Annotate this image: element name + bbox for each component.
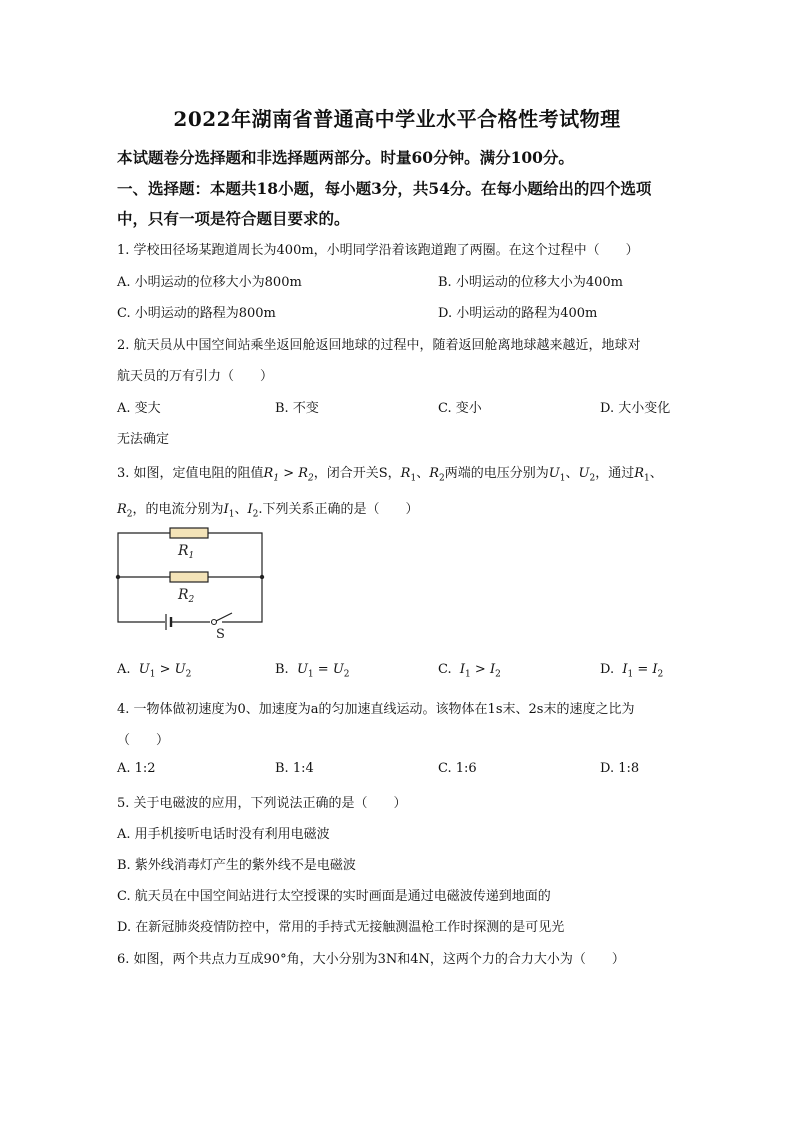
junction-left <box>116 575 120 579</box>
r1-label: $R_1$ <box>178 543 195 561</box>
q3-stem-line2: $R_2$，的电流分别为$I_1$、$I_2$.下列关系正确的是（ ） <box>117 502 419 520</box>
section-heading-line2: 中，只有一项是符合题目要求的。 <box>117 209 350 228</box>
q2-option-d-continued: 无法确定 <box>117 432 170 447</box>
switch-contact <box>212 620 217 625</box>
page-title: 2022年湖南省普通高中学业水平合格性考试物理 <box>173 107 621 131</box>
q3-option-c: C. $I_1 > I_2$ <box>438 662 501 680</box>
q1-option-c: C. 小明运动的路程为800m <box>117 306 276 321</box>
q2-option-d: D. 大小变化 <box>600 401 671 416</box>
q5-option-d: D. 在新冠肺炎疫情防控中，常用的手持式无接触测温枪工作时探测的是可见光 <box>117 920 565 935</box>
r2-resistor <box>170 572 208 582</box>
switch-label: S <box>216 627 225 642</box>
q4-option-d: D. 1:8 <box>600 761 640 776</box>
q4-stem-line2: （ ） <box>117 733 170 748</box>
r2-label: $R_2$ <box>178 587 195 605</box>
junction-right <box>260 575 264 579</box>
q3-option-b: B. $U_1 = U_2$ <box>275 662 350 680</box>
exam-intro: 本试题卷分选择题和非选择题两部分。时量60分钟。满分100分。 <box>117 148 574 167</box>
q2-stem-line1: 2. 航天员从中国空间站乘坐返回舱返回地球的过程中，随着返回舱离地球越来越近，地球对 <box>117 338 641 353</box>
q5-option-b: B. 紫外线消毒灯产生的紫外线不是电磁波 <box>117 858 356 873</box>
q3-option-d: D. $I_1 = I_2$ <box>600 662 664 680</box>
q5-stem: 5. 关于电磁波的应用，下列说法正确的是（ ） <box>117 796 407 811</box>
q5-option-c: C. 航天员在中国空间站进行太空授课的实时画面是通过电磁波传递到地面的 <box>117 889 551 904</box>
q1-option-d: D. 小明运动的路程为400m <box>438 306 598 321</box>
section-heading-line1: 一、选择题：本题共18小题，每小题3分，共54分。在每小题给出的四个选项 <box>117 179 652 198</box>
q5-option-a: A. 用手机接听电话时没有利用电磁波 <box>117 827 330 842</box>
q1-option-a: A. 小明运动的位移大小为800m <box>117 275 302 290</box>
q4-option-a: A. 1:2 <box>117 761 156 776</box>
q2-option-c: C. 变小 <box>438 401 482 416</box>
q3-inequality-r1-gt-r2: $R_1 > R_2$ <box>263 466 314 484</box>
q4-stem-line1: 4. 一物体做初速度为0、加速度为a的匀加速直线运动。该物体在1s末、2s末的速度之比为 <box>117 702 635 717</box>
q3-option-a: A. $U_1 > U_2$ <box>117 662 192 680</box>
q3-stem-line1: 3. 如图，定值电阻的阻值$R_1 > R_2$，闭合开关S，$R_1$、$R_2$两端的电压分别为$U_1$、$U_2$，通过$R_1$、 <box>117 466 663 484</box>
q2-stem-line2: 航天员的万有引力（ ） <box>117 369 274 384</box>
q3-circuit-diagram <box>110 525 275 645</box>
q6-stem: 6. 如图，两个共点力互成90°角，大小分别为3N和4N，这两个力的合力大小为（ ） <box>117 952 625 967</box>
q4-option-b: B. 1:4 <box>275 761 314 776</box>
r1-resistor <box>170 528 208 538</box>
q1-option-b: B. 小明运动的位移大小为400m <box>438 275 623 290</box>
q4-option-c: C. 1:6 <box>438 761 477 776</box>
q2-option-a: A. 变大 <box>117 401 161 416</box>
q1-stem: 1. 学校田径场某跑道周长为400m，小明同学沿着该跑道跑了两圈。在这个过程中（ ） <box>117 243 639 258</box>
q2-option-b: B. 不变 <box>275 401 319 416</box>
